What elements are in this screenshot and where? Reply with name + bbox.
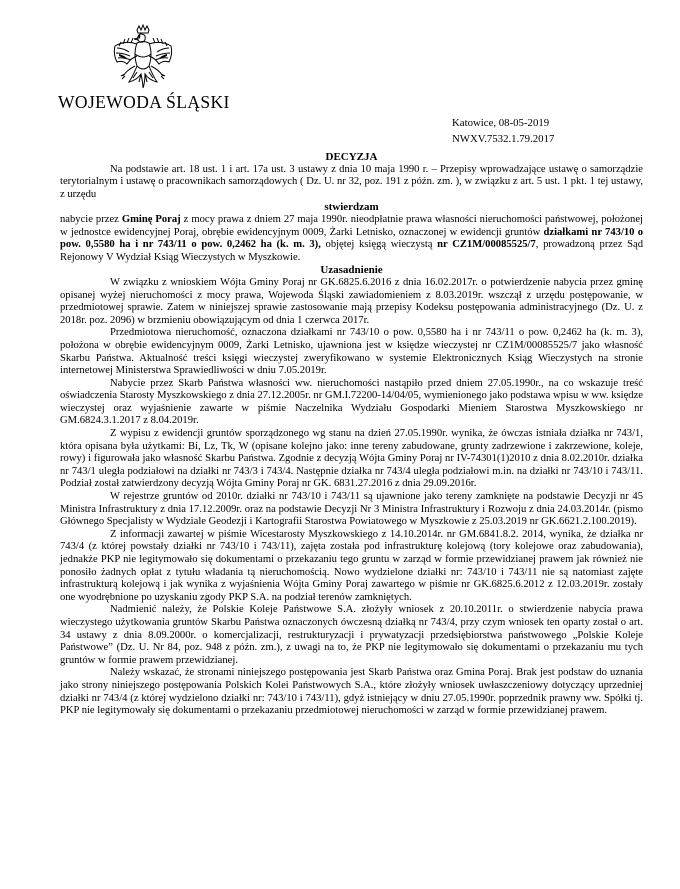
justification-paragraph: Nabycie przez Skarb Państwa własności ww. nieruchomości nastąpiło przed dniem 27.05.1990r., na co wskazuje treść oświadczenia Starosty Myszkowskiego z dnia 27.12.2005r. nr GM.I.72200-14/04/05, wymienionego jako podstawa wpisu w ww. księdze wieczystej oraz wyjaśnienie zawarte w piśmie Naczelnika Wydziału Gospodarki Mieniem Starostwa Myszkowskiego nr GM.6824.3.1.2017 z 8.04.2019r. — [60, 377, 643, 427]
reference-number: NWXV.7532.1.79.2017 — [452, 133, 555, 145]
decision-text-4: , prowadzoną przez Sąd Rejonowy V Wydział Ksiąg Wieczystych w Myszkowie. — [60, 239, 644, 263]
justification-paragraph: Z informacji zawartej w piśmie Wicestarosty Myszkowskiego z 14.10.2014r. nr GM.6841.8.2. 2014, wynika, że działka nr 743/4 (z której powstały działki nr 743/10 i 743/11), zajęta została pod infrastrukturę kolejową (tory kolejowe oraz zabudowania), jednakże PKP nie legitymowało się dokumentami o przekazaniu tego gruntu w zarząd w formie przewidzianej prawem jak również nie ponosiło żadnych opłat z tytułu władania tą nieruchomością. Nowo wydzielone działki nr: 743/10 i 743/11 nie są natomiast zajęte infrastrukturą kolejową i jak wynika z wyjaśnienia Wójta Gminy Poraj zawartego w piśmie nr GK.6825.6.2012 z 12.03.2019r. zostały one wyodrębnione po uzyskaniu zgody PKP S.A. na podział terenów zamkniętych. — [60, 528, 643, 603]
justification-paragraph: Należy wskazać, że stronami niniejszego postępowania jest Skarb Państwa oraz Gmina Poraj. Brak jest podstaw do uznania jako strony niniejszego postępowania Polskich Kolei Państwowych S.A., które złożyły wniosek uwłaszczeniowy dotyczący uprzedniej działki nr 743/4 (z której wydzielono działki nr: 743/10 i 743/11), gdyż istniejący w dniu 27.05.1990r. poprzednik prawny ww. Spółki tj. PKP nie legitymowały się dokumentami o przekazaniu przedmiotowej nieruchomości w zarząd w formie przewidzianej prawem. — [60, 667, 643, 717]
decision-text-2: z mocy prawa z dniem 27 maja 1990r. nieodpłatnie prawa własności nieruchomości państwowej, położonej w jednostce ewidencyjnej Poraj, obrębie ewidencyjnym 0009, Żarki Letnisko, oznaczonej w ewidencji gruntów — [60, 213, 644, 238]
document-meta — [452, 115, 554, 147]
eagle-emblem-icon — [111, 24, 175, 94]
decision-bold-2: działkami nr 743/10 o pow. 0,5580 ha i nr 743/11 o pow. 0,2462 ha (k. m. 3), — [60, 226, 644, 251]
issuing-office: WOJEWODA ŚLĄSKI — [58, 92, 230, 112]
justification-paragraph: Z wypisu z ewidencji gruntów sporządzonego wg stanu na dzień 27.05.1990r. wynika, że ówczas istniała działka nr 743/1, która opisana była użytkami: Bi, Lz, Tk, W (opisane kolejno jako: inne tereny zabudowane, grunty zadrzewione i zakrzewione, koleje, rowy) i figurowała jako własność Skarbu Państwa. Zgodnie z decyzją Wójta Gminy Poraj nr IV-74301(1)2010 z dnia 8.02.2010r. działka nr 743/1 uległa podziałowi na działki nr 743/3 i 743/4. Następnie działka nr 743/4 uległa podziałowi m.in. na działki nr 743/10 i 743/11. Podział został zatwierdzony decyzją Wójta Gminy Poraj nr GK. 6831.27.2016 z dnia 29.09.2016r. — [60, 428, 643, 490]
decision-bold-1: Gminę Poraj — [121, 213, 181, 225]
decision-text — [60, 214, 643, 264]
document-body — [60, 151, 643, 718]
justification-paragraph: Nadmienić należy, że Polskie Koleje Państwowe S.A. złożyły wniosek z 20.10.2011r. o stwierdzenie nabycia prawa wieczystego użytkowania gruntów Skarbu Państwa oznaczonych ówczesną działką nr 743/4, przy czym wniosek ten oparty został o art. 34 ustawy z dnia 8.09.2000r. o komercjalizacji, restrukturyzacji i prywatyzacji przedsiębiorstwa państwowego „Polskie Koleje Państwowe” (Dz. U. Nr 84, poz. 948 z późn. zm.), z uwagi na to, że PKP nie legitymowało się dokumentami o przekazaniu mu tych gruntów w formie prawem przewidzianej. — [60, 604, 643, 666]
decision-text-1: nabycie przez — [60, 213, 122, 225]
place-date: Katowice, 08-05-2019 — [452, 117, 550, 129]
document-title: DECYZJA — [325, 151, 378, 163]
justification-paragraph: W rejestrze gruntów od 2010r. działki nr 743/10 i 743/11 są ujawnione jako tereny zamknięte na podstawie Decyzji nr 45 Ministra Infrastruktury z dnia 17.12.2009r. oraz na podstawie Decyzji Nr 3 Ministra Infrastruktury i Rozwoju z dnia 24.03.2014r. (pismo Głównego Specjalisty w Wydziale Geodezji i Kartografii Starostwa Powiatowego w Myszkowie z 25.03.2019 nr GK.6621.2.100.2019). — [60, 491, 643, 528]
justification-paragraph: W związku z wnioskiem Wójta Gminy Poraj nr GK.6825.6.2016 z dnia 16.02.2017r. o potwierdzenie nabycia przez gminę opisanej wyżej nieruchomości z mocy prawa, Wojewoda Śląski zawiadomieniem z 8.03.2019r. wszczął z urzędu postępowanie, w przedmiotowej sprawie. Zatem w niniejszej sprawie zastosowanie mają przepisy Kodeksu postępowania administracyjnego (Dz. U. z 2018r. poz. 2096) w brzmieniu obowiązującym od dnia 1 czerwca 2017r. — [60, 276, 643, 326]
decision-text-3: objętej księgą wieczystą — [320, 239, 438, 251]
decision-bold-3: nr CZ1M/00085525/7 — [437, 239, 536, 251]
stwierdzam-heading: stwierdzam — [324, 201, 379, 214]
legal-basis: Na podstawie art. 18 ust. 1 i art. 17a ust. 3 ustawy z dnia 10 maja 1990 r. – Przepisy wprowadzające ustawę o samorządzie terytorialnym i ustawę o pracownikach samorządowych ( Dz. U. nr 32, poz. 191 z późn. zm. ), w związku z art. 5 ust. 1 pkt. 1 tej ustawy, z urzędu — [60, 163, 643, 200]
uzasadnienie-heading: Uzasadnienie — [320, 264, 383, 277]
justification-paragraph: Przedmiotowa nieruchomość, oznaczona działkami nr 743/10 o pow. 0,5580 ha i nr 743/11 o pow. 0,2462 ha (k. m. 3), położona w obrębie ewidencyjnym 0009, Żarki Letnisko, ujawniona jest w księdze wieczystej nr CZ1M/00085525/7 jako własność Skarbu Państwa. Aktualność treści księgi wieczystej zweryfikowano w systemie Elektronicznych Ksiąg Wieczystych na stronie internetowej Ministerstwa Sprawiedliwości w dniu 7.05.2019r. — [60, 327, 643, 377]
